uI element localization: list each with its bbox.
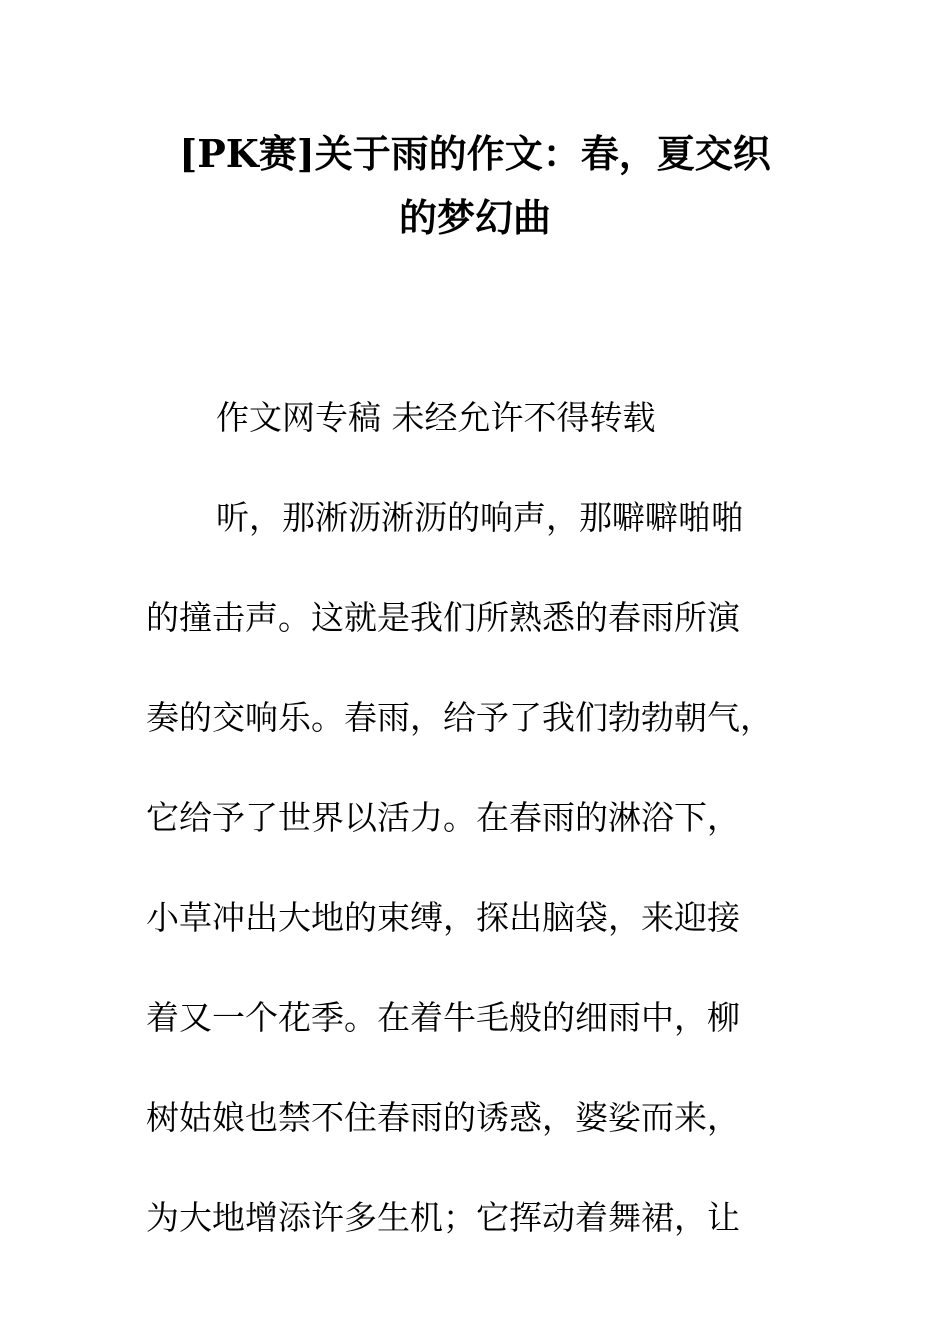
paragraph-line: 为大地增添许多生机；它挥动着舞裙，让 (146, 1198, 740, 1237)
title-line: 的梦幻曲 (398, 195, 551, 240)
paragraph-line: 奏的交响乐。春雨，给予了我们勃勃朝气， (146, 698, 773, 737)
title-line: [PK赛]关于雨的作文：春，夏交织 (179, 131, 771, 176)
document-title (150, 122, 800, 250)
paragraph-line: 小草冲出大地的束缚，探出脑袋，来迎接 (146, 898, 740, 937)
paragraph-line: 的撞击声。这就是我们所熟悉的春雨所演 (146, 598, 740, 637)
document-body (146, 368, 806, 1268)
paragraph-line: 听，那淅沥淅沥的响声，那噼噼啪啪 (216, 498, 744, 537)
paragraph-line: 着又一个花季。在着牛毛般的细雨中，柳 (146, 998, 740, 1037)
paragraph-line: 它给予了世界以活力。在春雨的淋浴下， (146, 798, 740, 837)
paragraph-line: 树姑娘也禁不住春雨的诱惑，婆娑而来， (146, 1098, 740, 1137)
byline: 作文网专稿 未经允许不得转载 (216, 398, 656, 437)
